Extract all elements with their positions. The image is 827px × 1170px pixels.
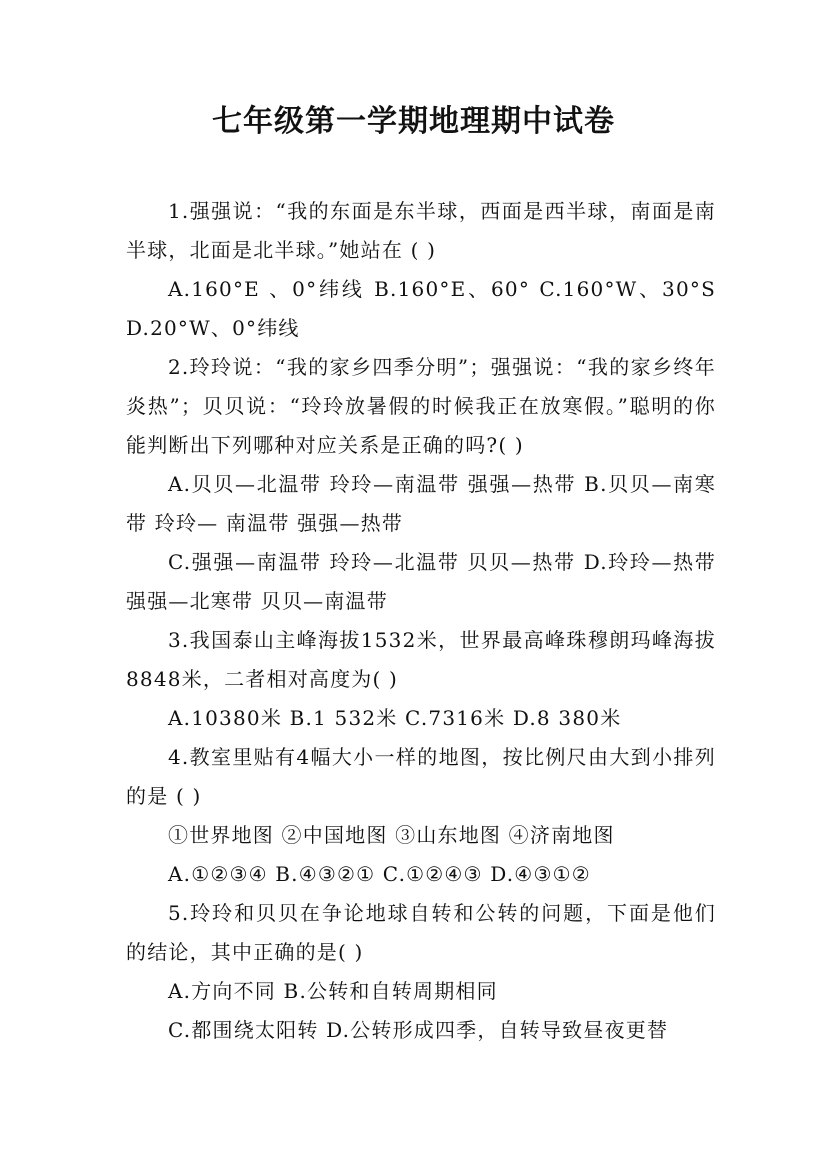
question-3-stem: 3.我国泰山主峰海拔1532米，世界最高峰珠穆朗玛峰海拔8848米，二者相对高度为( ) (126, 628, 716, 691)
question-2-stem: 2.玲玲说：“我的家乡四季分明”；强强说：“我的家乡终年炎热”；贝贝说：“玲玲放暑假的时候我正在放寒假。”聪明的你能判断出下列哪种对应关系是正确的吗?( ) (126, 355, 716, 457)
exam-content (126, 192, 716, 1050)
question-4-stem: 4.教室里贴有4幅大小一样的地图，按比例尺由大到小排列的是 ( ) (126, 745, 716, 808)
question-4-options: A.①②③④ B.④③②① C.①②④③ D.④③①② (168, 862, 591, 886)
question-5-options-cd: C.都围绕太阳转 D.公转形成四季，自转导致昼夜更替 (168, 1018, 669, 1042)
page-title: 七年级第一学期地理期中试卷 (212, 104, 615, 139)
question-4-map-list: ①世界地图 ②中国地图 ③山东地图 ④济南地图 (168, 823, 615, 847)
question-1-options: A.160°E 、0°纬线 B.160°E、60° C.160°W、30°S D.20°W、0°纬线 (126, 277, 716, 340)
question-2-options-cd: C.强强—南温带 玲玲—北温带 贝贝—热带 D.玲玲—热带 强强—北寒带 贝贝—南温带 (126, 550, 716, 613)
question-2-options-ab: A.贝贝—北温带 玲玲—南温带 强强—热带 B.贝贝—南寒带 玲玲— 南温带 强强—热带 (126, 472, 716, 535)
question-1-stem: 1.强强说：“我的东面是东半球，西面是西半球，南面是南半球，北面是北半球。”她站在 ( ) (126, 199, 716, 262)
question-5-stem: 5.玲玲和贝贝在争论地球自转和公转的问题，下面是他们的结论，其中正确的是( ) (126, 901, 716, 964)
question-5-options-ab: A.方向不同 B.公转和自转周期相同 (168, 979, 498, 1003)
question-3-options: A.10380米 B.1 532米 C.7316米 D.8 380米 (168, 706, 622, 730)
